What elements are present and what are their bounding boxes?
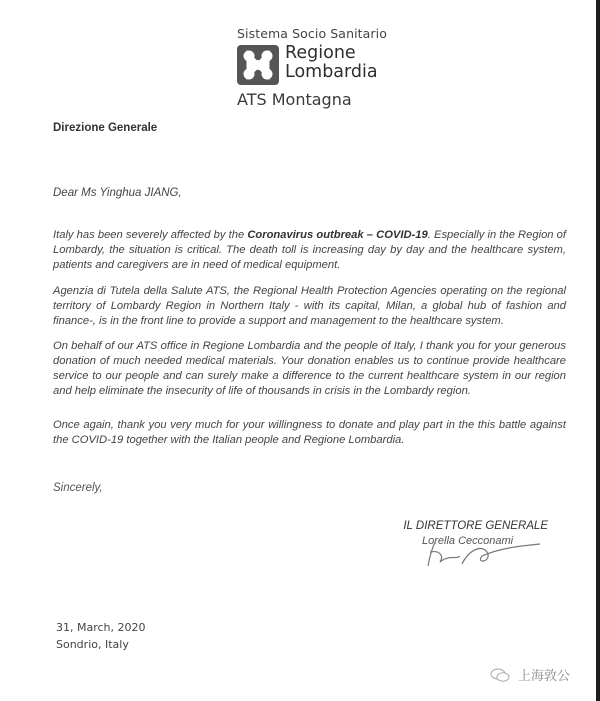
paragraph-1-bold-text: Coronavirus outbreak – COVID-19 (247, 229, 428, 241)
region-name-line1: Regione (285, 43, 356, 63)
letterhead (0, 0, 596, 115)
letter-date: 31, March, 2020 (56, 621, 146, 634)
watermark-text: 上海敦公 (518, 668, 571, 683)
region-name (285, 44, 378, 82)
signatory-name: Lorella Cecconami (422, 535, 514, 547)
image-right-border (596, 0, 600, 701)
paragraph-2: Agenzia di Tutela della Salute ATS, the Regional Health Protection Agencies operating on the regional territory of Lombardy Region in Northern Italy - with its capital, Milan, a global hub of fashion and finance-, is in the front line to provide a support and management to the healthcare system. (53, 285, 566, 327)
region-name-line2: Lombardia (285, 62, 378, 82)
salutation: Dear Ms Yinghua JIANG, (53, 187, 182, 199)
paragraph-1 (53, 228, 566, 273)
paragraph-1-text-a: Italy has been severely affected by the (53, 229, 248, 241)
department-heading: Direzione Generale (53, 122, 158, 134)
paragraph-3: On behalf of our ATS office in Regione Lombardia and the people of Italy, I thank you for your generous donation of much needed medical materials. Your donation enables us to continue provide healthcare service to our people and can surely make a difference to the current healthcare system in our region and help eliminate the insecurity of life of thousands in crisis in the Lombardy region. (53, 340, 566, 397)
watermark (490, 665, 570, 684)
letterhead-subtitle: Sistema Socio Sanitario (237, 26, 387, 41)
agency-name: ATS Montagna (237, 90, 352, 109)
paragraph-1-text-b: . Especially in the Region of Lombardy, the situation is critical. The death toll is increasing day by day and the healthcare system, patients and caregivers are in need of medical equipment. (53, 229, 566, 271)
wechat-icon (490, 668, 510, 682)
paragraph-4: Once again, thank you very much for your willingness to donate and play part in the this battle against the COVID-19 together with the Italian people and Regione Lombardia. (53, 419, 566, 446)
signatory-title: IL DIRETTORE GENERALE (403, 520, 548, 532)
closing: Sincerely, (53, 482, 103, 494)
signature-block (380, 520, 570, 580)
regione-lombardia-logo-icon (237, 45, 279, 85)
letter-place: Sondrio, Italy (56, 638, 129, 651)
handwritten-signature-icon (400, 534, 550, 574)
